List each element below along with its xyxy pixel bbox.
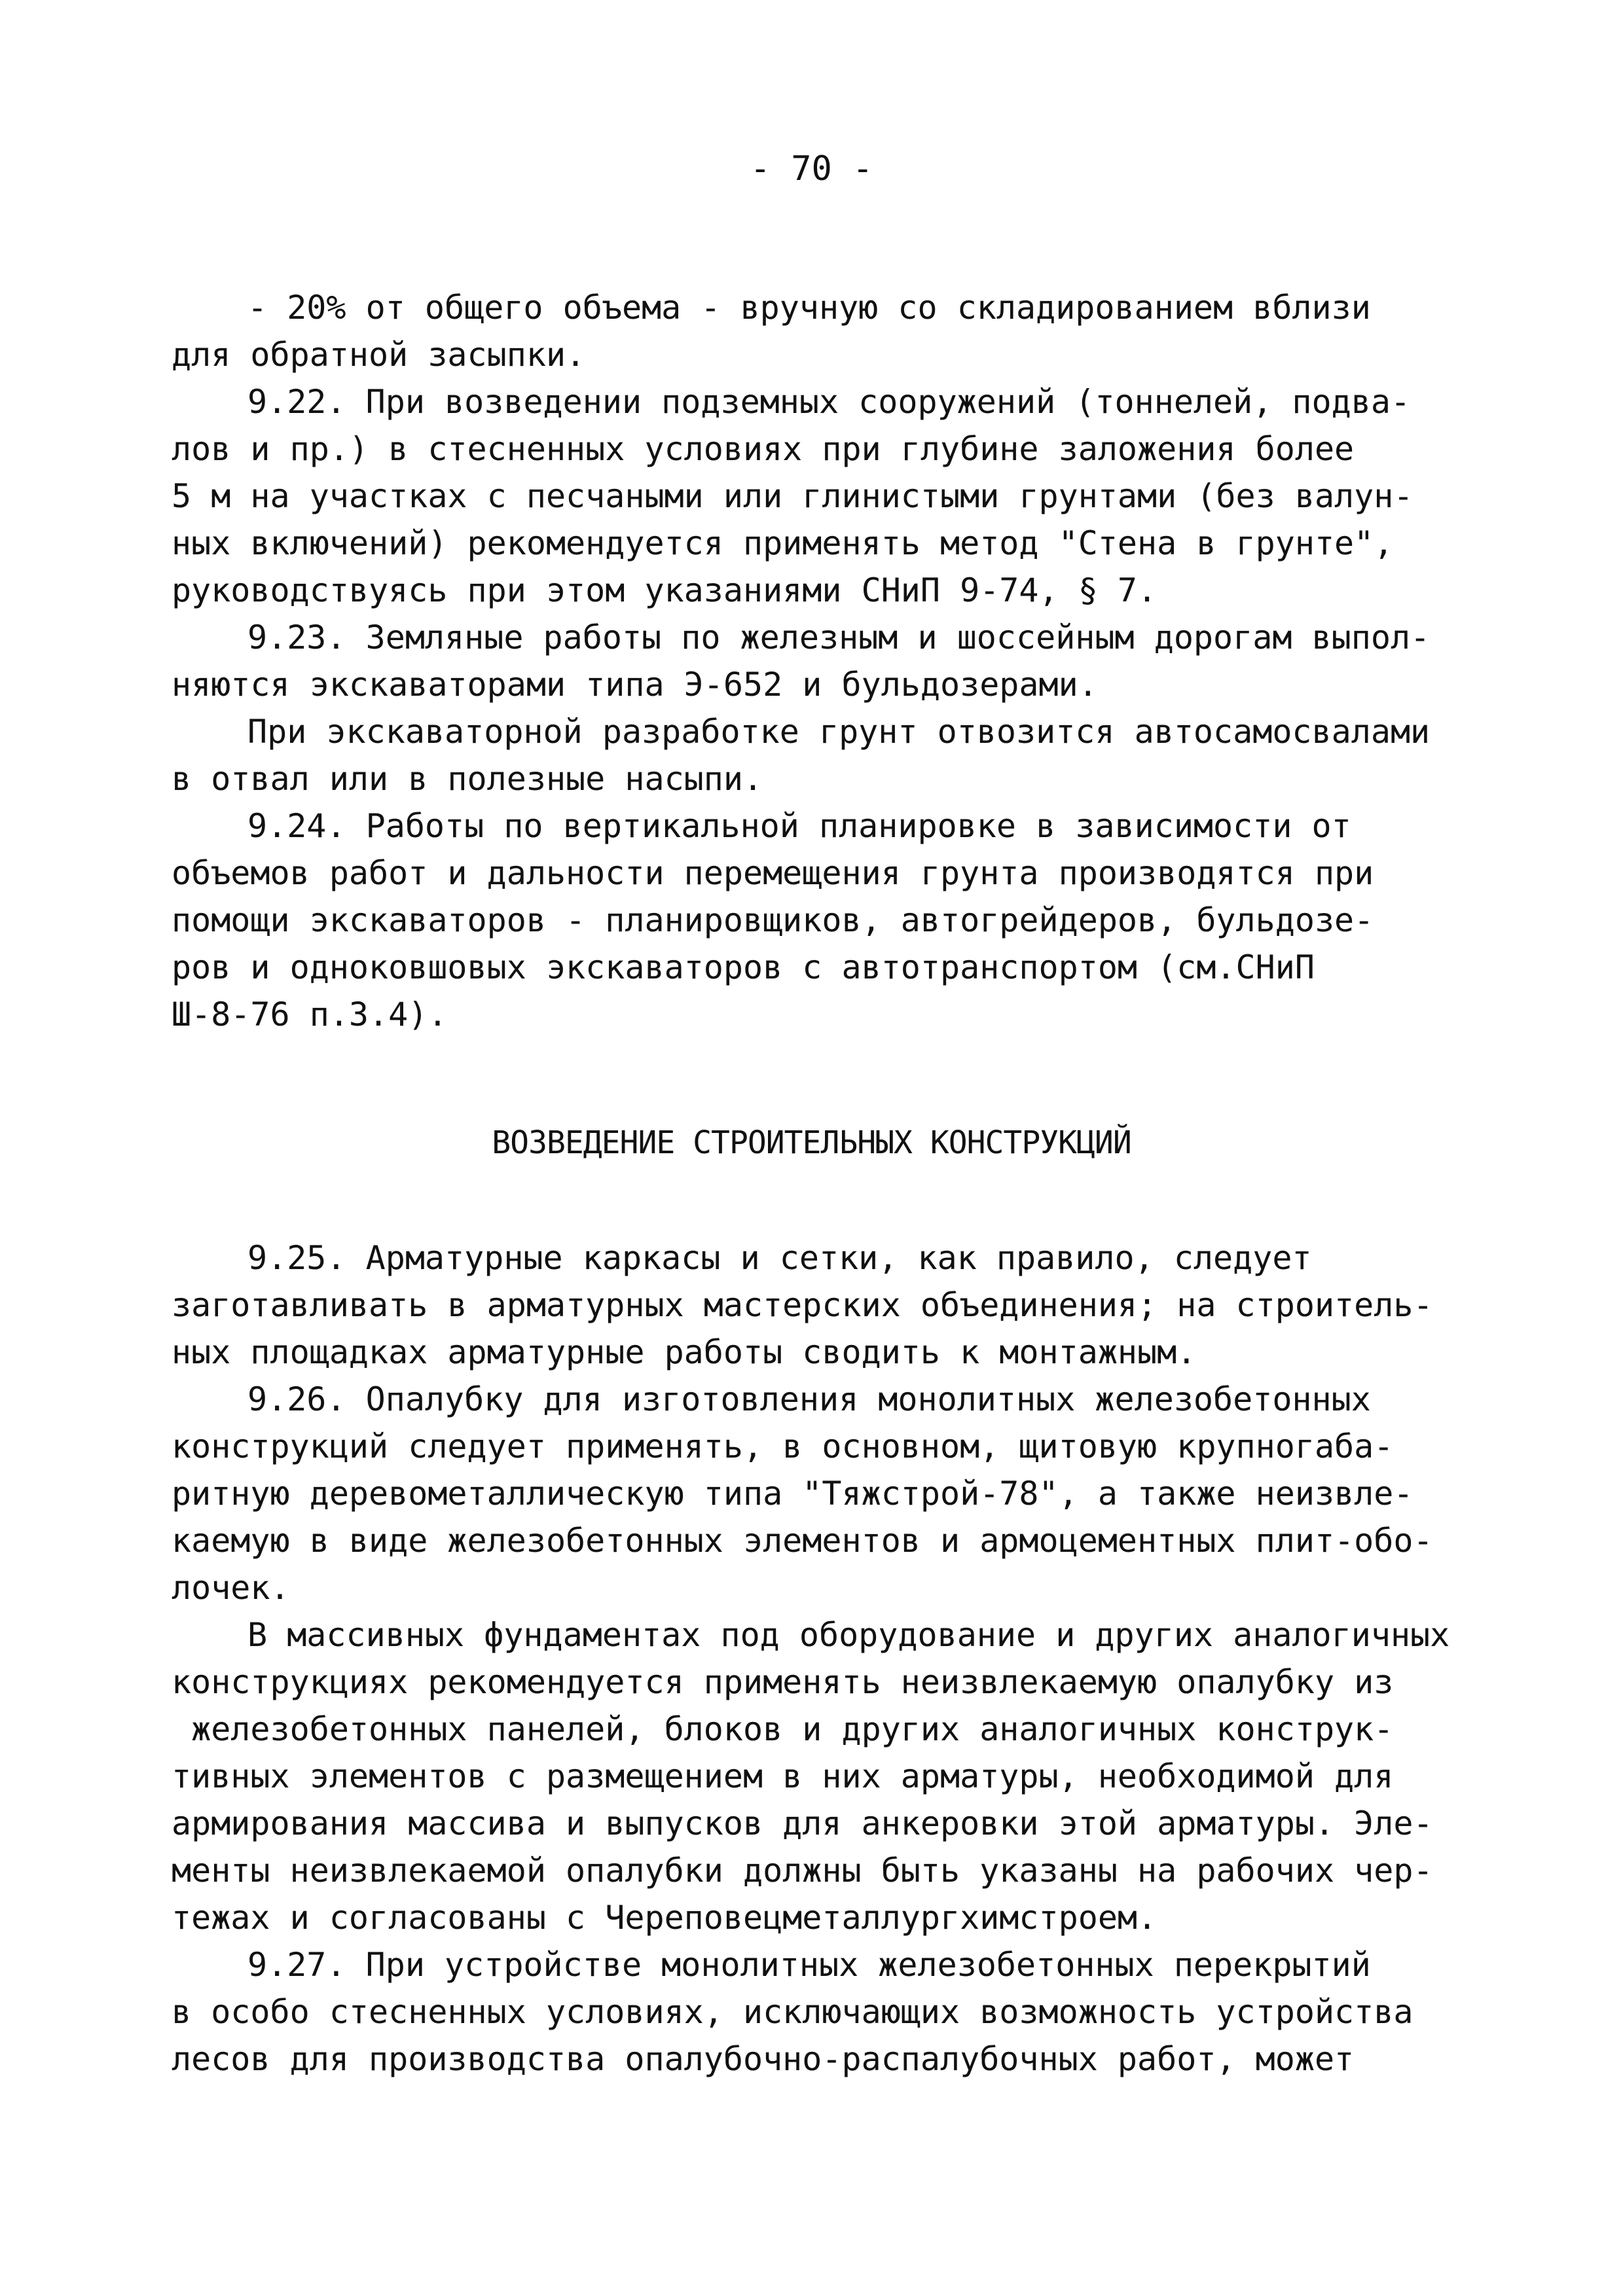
page-number: - 70 - xyxy=(750,149,873,188)
text-line: тежах и согласованы с Череповецметаллургхимстроем. xyxy=(172,1899,1158,1937)
text-line: в особо стесненных условиях, исключающих возможность устройства xyxy=(172,1993,1413,2031)
text-line: няются экскаваторами типа Э-652 и бульдозерами. xyxy=(172,666,1098,704)
text-line: лов и пр.) в стесненных условиях при глубине заложения более xyxy=(172,430,1355,468)
text-line: армирования массива и выпусков для анкеровки этой арматуры. Эле- xyxy=(172,1804,1433,1842)
text-line: объемов работ и дальности перемещения грунта производятся при xyxy=(172,854,1374,892)
text-line: заготавливать в арматурных мастерских объединения; на строитель- xyxy=(172,1286,1433,1324)
text-line: руководствуясь при этом указаниями СНиП 9-74, § 7. xyxy=(172,571,1158,609)
text-line: ных включений) рекомендуется применять метод "Стена в грунте", xyxy=(172,524,1394,562)
text-line: 9.22. При возведении подземных сооружений (тоннелей, подва- xyxy=(247,383,1411,421)
text-line: 9.25. Арматурные каркасы и сетки, как правило, следует xyxy=(247,1239,1312,1277)
text-line: лесов для производства опалубочно-распалубочных работ, может xyxy=(172,2040,1355,2078)
text-line: тивных элементов с размещением в них арматуры, необходимой для xyxy=(172,1757,1394,1795)
text-line: 9.24. Работы по вертикальной планировке в зависимости от xyxy=(247,807,1351,845)
text-line: Ш-8-76 п.3.4). xyxy=(172,996,448,1033)
text-line: лочек. xyxy=(172,1569,290,1607)
section-heading: ВОЗВЕДЕНИЕ СТРОИТЕЛЬНЫХ КОНСТРУКЦИЙ xyxy=(492,1124,1131,1161)
text-line: ров и одноковшовых экскаваторов с автотранспортом (см.СНиП xyxy=(172,948,1315,986)
text-line: для обратной засыпки. xyxy=(172,336,586,374)
text-block-2 xyxy=(172,1234,1494,2083)
text-line: в отвал или в полезные насыпи. xyxy=(172,760,763,798)
text-line: конструкциях рекомендуется применять неизвлекаемую опалубку из xyxy=(172,1663,1394,1701)
text-line: 9.23. Земляные работы по железным и шоссейным дорогам выпол- xyxy=(247,619,1431,656)
text-line: помощи экскаваторов - планировщиков, автогрейдеров, бульдозе- xyxy=(172,901,1374,939)
text-line: 5 м на участках с песчаными или глинистыми грунтами (без валун- xyxy=(172,477,1413,515)
text-line: железобетонных панелей, блоков и других аналогичных конструк- xyxy=(172,1710,1394,1748)
text-line: ритную деревометаллическую типа "Тяжстрой-78", а также неизвле- xyxy=(172,1475,1413,1513)
text-line: В массивных фундаментах под оборудование и других аналогичных xyxy=(247,1616,1450,1654)
text-line: 9.26. Опалубку для изготовления монолитных железобетонных xyxy=(247,1380,1371,1418)
text-line: каемую в виде железобетонных элементов и армоцементных плит-обо- xyxy=(172,1522,1433,1560)
text-line: При экскаваторной разработке грунт отвозится автосамосвалами xyxy=(247,713,1431,751)
text-line: - 20% от общего объема - вручную со складированием вблизи xyxy=(247,289,1371,327)
text-line: менты неизвлекаемой опалубки должны быть указаны на рабочих чер- xyxy=(172,1852,1433,1890)
text-block-1 xyxy=(172,284,1494,1038)
text-line: ных площадках арматурные работы сводить к монтажным. xyxy=(172,1333,1197,1371)
text-line: 9.27. При устройстве монолитных железобетонных перекрытий xyxy=(247,1946,1371,1984)
text-line: конструкций следует применять, в основном, щитовую крупногаба- xyxy=(172,1427,1394,1465)
